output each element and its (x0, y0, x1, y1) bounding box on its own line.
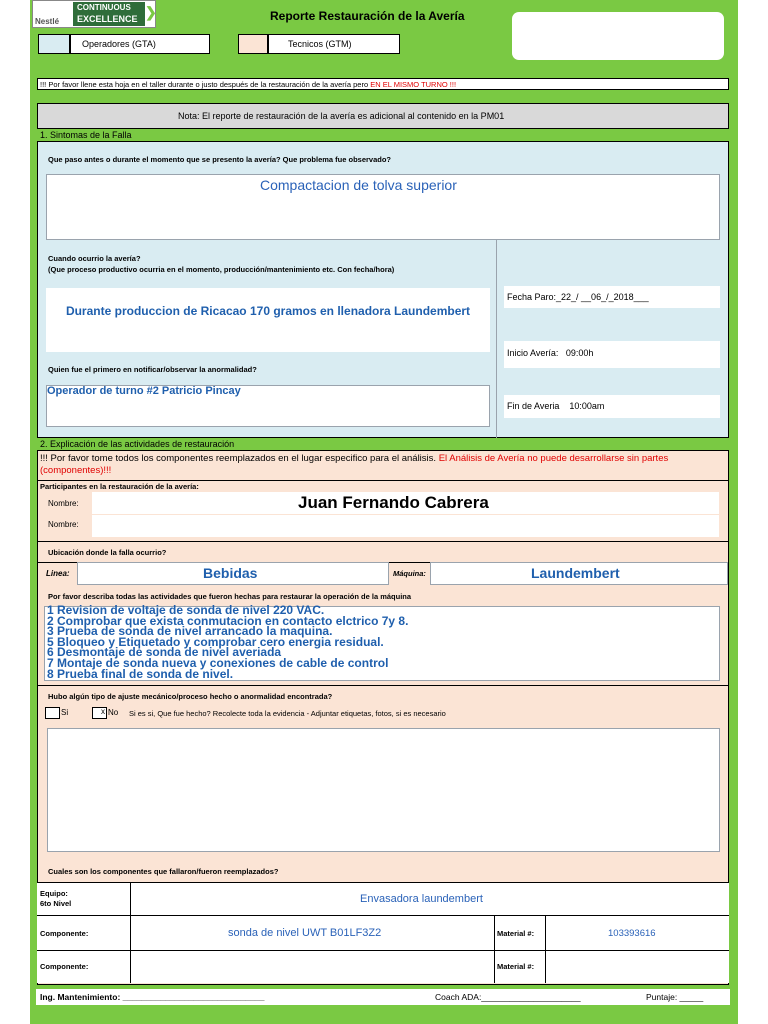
no-checkbox-mark: x (101, 707, 105, 716)
line-value: Bebidas (203, 565, 258, 581)
name-value-1: Juan Fernando Cabrera (298, 493, 489, 512)
note-text: Nota: El reporte de restauración de la avería es adicional al contenido en la PM01 (178, 111, 505, 121)
divider-2 (37, 541, 729, 542)
logo-text-2: EXCELLENCE (77, 14, 138, 24)
divider-1 (37, 480, 729, 481)
component-label-1: Componente: (40, 929, 89, 938)
adjust-details-field[interactable] (47, 728, 720, 852)
q1-answer: Compactacion de tolva superior (260, 177, 457, 193)
activity-item: 1 Revision de voltaje de sonda de nivel 220 VAC. (47, 603, 325, 617)
col-divider-2 (494, 916, 495, 983)
footer-coach: Coach ADA:_____________________ (435, 992, 581, 1002)
activity-item: 7 Montaje de sonda nueva y conexiones de cable de control (47, 655, 389, 670)
material-label-2: Material #: (497, 962, 535, 971)
si-checkbox[interactable] (45, 707, 60, 719)
equipo-value[interactable]: Envasadora laundembert (360, 893, 483, 905)
material-label-1: Material #: (497, 929, 535, 938)
warn-text (40, 453, 724, 477)
inicio-averia: Inicio Avería: 09:00h (507, 348, 594, 358)
component-label-2: Componente: (40, 962, 89, 971)
adjust-hint: Si es si, Que fue hecho? Recolecte toda la evidencia - Adjuntar etiquetas, fotos, si es necesario (129, 709, 446, 718)
components-question: Cuales son los componentes que fallaron/fueron reemplazados? (48, 867, 279, 876)
technicians-checkbox[interactable] (238, 34, 268, 54)
name-label-1: Nombre: (48, 499, 79, 508)
col-divider-3 (545, 916, 546, 983)
line-label: Linea: (46, 569, 70, 578)
notice-text (40, 80, 456, 89)
operators-label: Operadores (GTA) (82, 39, 156, 49)
divider-4 (37, 685, 729, 686)
adjust-question: Hubo algún tipo de ajuste mecánico/proceso hecho o anormalidad encontrada? (48, 692, 333, 701)
notice-main: !!! Por favor llene esta hoja en el taller durante o justo después de la restauración de la avería pero (40, 79, 369, 89)
logo-text-1: CONTINUOUS (77, 3, 131, 12)
equipo-label-1: Equipo: (40, 889, 68, 898)
section1-divider (496, 240, 497, 438)
activities-label: Por favor describa todas las actividades que fueron hechas para restaurar la operación de la máquina (48, 592, 412, 601)
fecha-paro: Fecha Paro:_22_/ __06_/_2018___ (507, 292, 649, 302)
warn-black: !!! Por favor tome todos los componentes reemplazados en el lugar especifico para el análisis. (40, 453, 437, 464)
name-field-2[interactable] (92, 515, 719, 537)
q2-answer-text: Durante produccion de Ricacao 170 gramos en llenadora Laundembert (65, 304, 471, 318)
si-label: Si (61, 708, 69, 717)
row-divider-1 (37, 915, 729, 916)
page-title: Reporte Restauración de la Avería (270, 9, 465, 23)
logo (32, 0, 156, 28)
activity-item: 3 Prueba de sonda de nivel arrancado la maquina. (47, 624, 333, 639)
technicians-label: Tecnicos (GTM) (288, 39, 352, 49)
logo-nestle: Nestlé (35, 17, 60, 26)
q3-answer: Operador de turno #2 Patricio Pincay (47, 385, 241, 397)
q2-label-2: (Que proceso productivo ocurria en el momento, producción/mantenimiento etc. Con fecha/hora) (48, 264, 395, 274)
footer-ing: Ing. Mantenimiento: ______________________________ (40, 992, 265, 1002)
participants-label: Participantes en la restauración de la avería: (40, 482, 199, 491)
col-divider-1 (130, 882, 131, 983)
q3-label: Quien fue el primero en notificar/observar la anormalidad? (48, 365, 257, 374)
chevron-icon: ❯ (145, 4, 157, 20)
section1-title: 1. Sintomas de la Falla (40, 129, 132, 140)
activities-list (47, 605, 717, 679)
name-label-2: Nombre: (48, 520, 79, 529)
signature-box[interactable] (512, 12, 724, 60)
machine-value: Laundembert (531, 565, 620, 581)
row-divider-2 (37, 950, 729, 951)
activity-item: 5 Bloqueo y Etiquetado y comprobar cero energia residual. (47, 634, 384, 649)
footer-puntaje: Puntaje: _____ (646, 992, 704, 1002)
q2-answer-field[interactable] (46, 288, 490, 352)
fin-averia: Fin de Averia 10:00am (507, 401, 605, 411)
activity-item: 2 Comprobar que exista conmutacion en contacto elctrico 7y 8. (47, 613, 409, 628)
warn-red: El Análisis de Avería no puede desarrollarse sin partes (componentes)!!! (40, 453, 669, 476)
notice-highlight: EN EL MISMO TURNO !!! (370, 79, 457, 89)
machine-label: Máquina: (393, 569, 426, 578)
activity-item: 6 Desmontaje de sonda de nivel averiada (47, 645, 282, 660)
material-value-1[interactable]: 103393616 (608, 928, 656, 939)
component-value-1[interactable]: sonda de nivel UWT B01LF3Z2 (228, 927, 382, 939)
q2-label-1: Cuando ocurrio la avería? (48, 254, 141, 263)
section2-title: 2. Explicación de las actividades de restauración (40, 439, 235, 449)
activity-item: 8 Prueba final de sonda de nivel. (47, 666, 234, 681)
q2-answer (46, 303, 490, 319)
location-label: Ubicación donde la falla ocurrio? (48, 548, 167, 557)
equipo-label-2: 6to Nivel (40, 899, 72, 908)
q1-label: Que paso antes o durante el momento que se presento la avería? Que problema fue observado? (48, 155, 392, 164)
operators-checkbox[interactable] (38, 34, 70, 54)
no-label: No (108, 708, 119, 717)
